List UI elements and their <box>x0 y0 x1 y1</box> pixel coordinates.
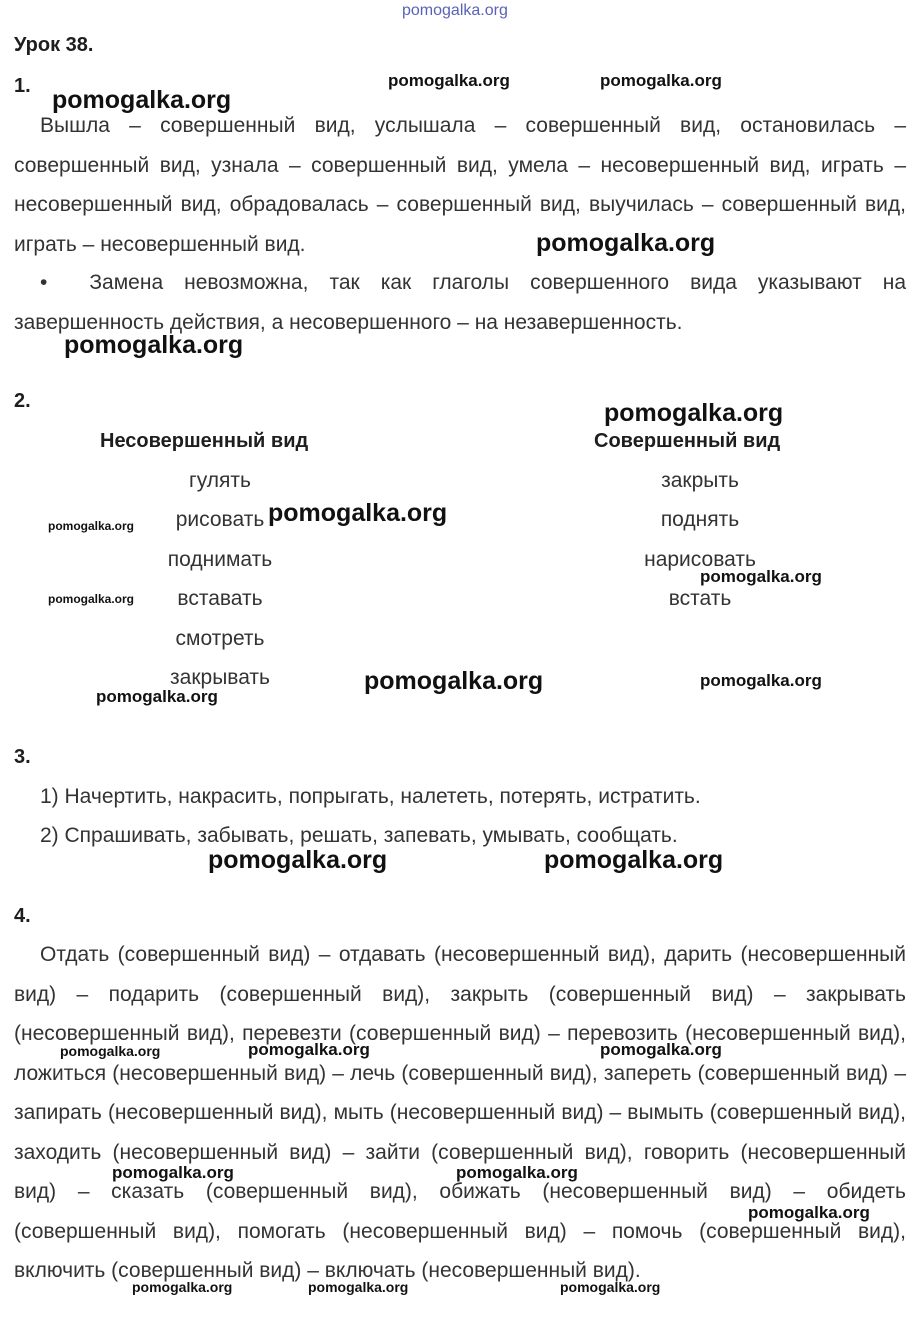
imperfective-word: поднимать <box>167 548 273 571</box>
task-4-paragraph: Отдать (совершенный вид) – отдавать (несовершенный вид), дарить (несовершенный вид) – подарить (совершенный вид), закрыть (совершенный вид) – закрывать (несовершенный вид), перевезти (совершенный вид) – перевозить (несовершенный вид), ложиться (несовершенный вид) – лечь (совершенный вид), запереть (совершенный вид) – запирать (несовершенный вид), мыть (несовершенный вид) – вымыть (совершенный вид), заходить (несовершенный вид) – зайти (совершенный вид), говорить (несовершенный вид) – сказать (совершенный вид), обижать (несовершенный вид) – обидеть (совершенный вид), помогать (несовершенный вид) – помочь (совершенный вид), включить (совершенный вид) – включать (несовершенный вид). <box>14 943 906 1282</box>
watermark: pomogalka.org <box>700 567 822 586</box>
perfective-word: закрыть <box>661 469 739 492</box>
watermark: pomogalka.org <box>96 687 218 706</box>
watermark: pomogalka.org <box>700 671 822 690</box>
imperfective-word: вставать <box>177 587 263 610</box>
perfective-word: нарисовать <box>644 548 756 571</box>
watermark: pomogalka.org <box>248 1040 370 1059</box>
perfective-heading: Совершенный вид <box>594 430 781 452</box>
watermark: pomogalka.org <box>600 1040 722 1059</box>
watermark: pomogalka.org <box>132 1279 233 1295</box>
watermark: pomogalka.org <box>64 331 244 359</box>
bullet: • <box>40 271 48 294</box>
watermark: pomogalka.org <box>308 1279 409 1295</box>
imperfective-word: смотреть <box>175 627 265 650</box>
imperfective-word: гулять <box>189 469 251 492</box>
task-2-number: 2. <box>14 390 31 412</box>
watermark: pomogalka.org <box>388 71 510 90</box>
task-1-note-text: Замена невозможна, так как глаголы совершенного вида указывают на завершенность действия, а несовершенного – на незавершенность. <box>14 271 906 334</box>
watermark: pomogalka.org <box>60 1043 161 1059</box>
watermark: pomogalka.org <box>112 1163 234 1182</box>
watermark: pomogalka.org <box>456 1163 578 1182</box>
watermark: pomogalka.org <box>544 846 724 874</box>
perfective-word: встать <box>668 587 732 610</box>
page-title: Урок 38. <box>14 34 94 56</box>
watermark: pomogalka.org <box>208 846 388 874</box>
watermark: pomogalka.org <box>364 667 544 695</box>
watermark: pomogalka.org <box>748 1203 870 1222</box>
task-3-line-1: 1) Начертить, накрасить, попрыгать, налететь, потерять, истратить. <box>40 785 701 808</box>
task-1-number: 1. <box>14 75 31 97</box>
watermark: pomogalka.org <box>268 499 448 527</box>
watermark: pomogalka.org <box>560 1279 661 1295</box>
watermark: pomogalka.org <box>48 519 135 533</box>
header-watermark: pomogalka.org <box>402 2 508 19</box>
watermark: pomogalka.org <box>48 592 135 606</box>
imperfective-word: закрывать <box>170 666 270 689</box>
task-3-line-2: 2) Спрашивать, забывать, решать, запевать, умывать, сообщать. <box>40 824 678 847</box>
watermark: pomogalka.org <box>604 399 784 427</box>
imperfective-word: рисовать <box>175 508 265 531</box>
imperfective-heading: Несовершенный вид <box>100 430 309 452</box>
task-1-paragraph: Вышла – совершенный вид, услышала – совершенный вид, остановилась – совершенный вид, узнала – совершенный вид, умела – несовершенный вид, играть – несовершенный вид, обрадовалась – совершенный вид, выучилась – совершенный вид, играть – несовершенный вид. <box>14 114 906 256</box>
watermark: pomogalka.org <box>600 71 722 90</box>
watermark: pomogalka.org <box>536 229 716 257</box>
task-4-number: 4. <box>14 905 31 927</box>
task-3-number: 3. <box>14 746 31 768</box>
perfective-word: поднять <box>660 508 740 531</box>
watermark: pomogalka.org <box>52 86 232 114</box>
